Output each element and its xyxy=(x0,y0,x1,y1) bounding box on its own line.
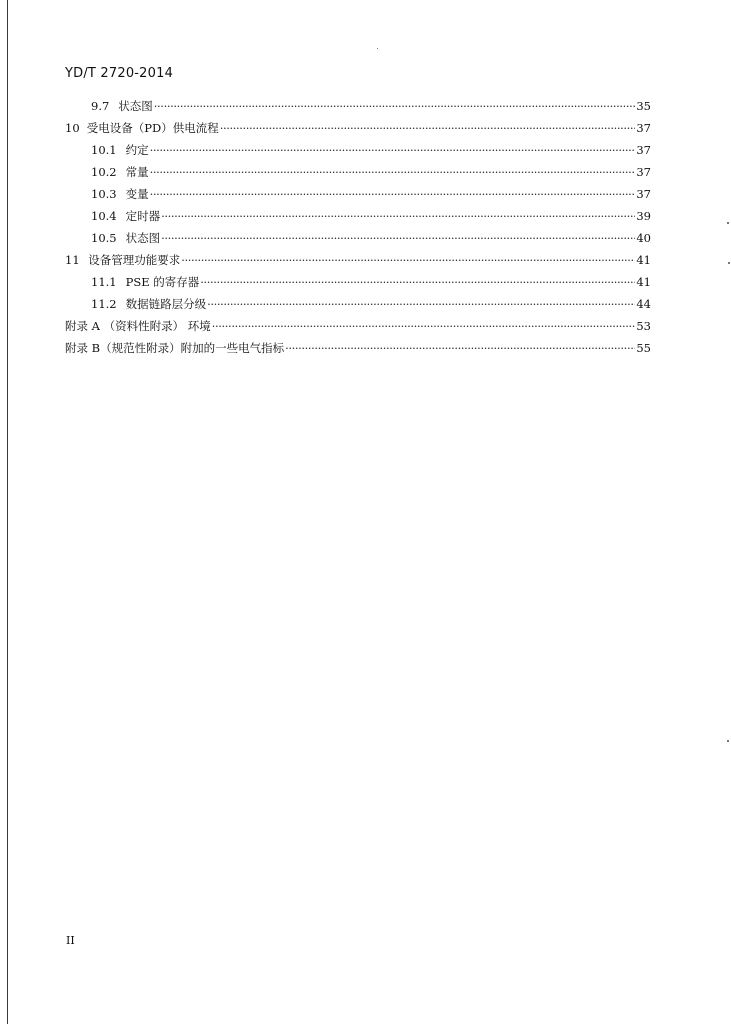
toc-entry-title: 数据链路层分级 xyxy=(125,297,207,311)
toc-entry-page: 37 xyxy=(636,143,651,157)
toc-entry-title: 受电设备（PD）供电流程 xyxy=(86,121,219,135)
toc-entry-title: 定时器 xyxy=(125,209,161,223)
toc-entry-page: 41 xyxy=(636,253,651,267)
toc-entry-title: 常量 xyxy=(125,165,149,179)
toc-entry-page: 55 xyxy=(636,341,651,355)
table-of-contents xyxy=(65,98,651,362)
toc-entry-number: 10.2 xyxy=(91,165,117,179)
toc-entry[interactable] xyxy=(65,296,651,318)
document-code-header: YD/T 2720-2014 xyxy=(65,66,174,81)
toc-entry-page: 44 xyxy=(636,297,651,311)
toc-dot-leader xyxy=(150,143,636,157)
toc-entry[interactable] xyxy=(65,186,651,208)
toc-dot-leader xyxy=(150,187,636,201)
toc-entry-page: 53 xyxy=(636,319,651,333)
toc-entry[interactable] xyxy=(65,252,651,274)
toc-entry[interactable] xyxy=(65,142,651,164)
toc-dot-leader xyxy=(161,231,635,245)
toc-entry-page: 37 xyxy=(636,165,651,179)
toc-dot-leader xyxy=(285,341,635,355)
toc-entry-number: 10.3 xyxy=(91,187,117,201)
scan-speck xyxy=(727,740,729,742)
toc-entry-appendix[interactable] xyxy=(65,318,651,340)
toc-dot-leader xyxy=(181,253,635,267)
toc-entry[interactable] xyxy=(65,98,651,120)
toc-entry[interactable] xyxy=(65,230,651,252)
toc-entry[interactable] xyxy=(65,208,651,230)
toc-entry-appendix[interactable] xyxy=(65,340,651,362)
toc-dot-leader xyxy=(207,297,635,311)
toc-dot-leader xyxy=(212,319,636,333)
toc-dot-leader xyxy=(150,165,636,179)
toc-entry-number: 10.4 xyxy=(91,209,117,223)
toc-entry-title: 约定 xyxy=(125,143,149,157)
page-number: II xyxy=(66,934,75,947)
toc-entry-page: 37 xyxy=(636,121,651,135)
toc-entry[interactable] xyxy=(65,274,651,296)
toc-entry[interactable] xyxy=(65,164,651,186)
toc-entry-number: 11 xyxy=(65,253,80,267)
toc-entry-number: 11.2 xyxy=(91,297,117,311)
toc-entry-number: 9.7 xyxy=(91,99,110,113)
toc-entry-number: 10.1 xyxy=(91,143,117,157)
toc-entry-title: 状态图 xyxy=(118,99,153,113)
toc-entry-page: 40 xyxy=(636,231,651,245)
toc-entry-title: 状态图 xyxy=(125,231,161,245)
toc-entry-title: 附录 A （资料性附录） 环境 xyxy=(65,319,211,333)
toc-entry-title: PSE 的寄存器 xyxy=(125,275,200,289)
toc-entry-number: 11.1 xyxy=(91,275,117,289)
scan-speck xyxy=(728,262,730,264)
toc-entry-title: 变量 xyxy=(125,187,149,201)
toc-entry[interactable] xyxy=(65,120,651,142)
toc-entry-title: 附录 B（规范性附录）附加的一些电气指标 xyxy=(65,341,285,355)
toc-entry-title: 设备管理功能要求 xyxy=(88,253,181,267)
toc-dot-leader xyxy=(200,275,635,289)
toc-dot-leader xyxy=(161,209,635,223)
toc-dot-leader xyxy=(220,121,636,135)
scan-speck xyxy=(377,48,378,49)
page-left-edge xyxy=(7,0,8,1024)
scan-speck xyxy=(727,222,729,224)
toc-entry-page: 35 xyxy=(636,99,651,113)
toc-entry-number: 10 xyxy=(65,121,80,135)
toc-entry-number: 10.5 xyxy=(91,231,117,245)
toc-entry-page: 41 xyxy=(636,275,651,289)
toc-entry-page: 37 xyxy=(636,187,651,201)
toc-entry-page: 39 xyxy=(636,209,651,223)
toc-dot-leader xyxy=(154,99,636,113)
